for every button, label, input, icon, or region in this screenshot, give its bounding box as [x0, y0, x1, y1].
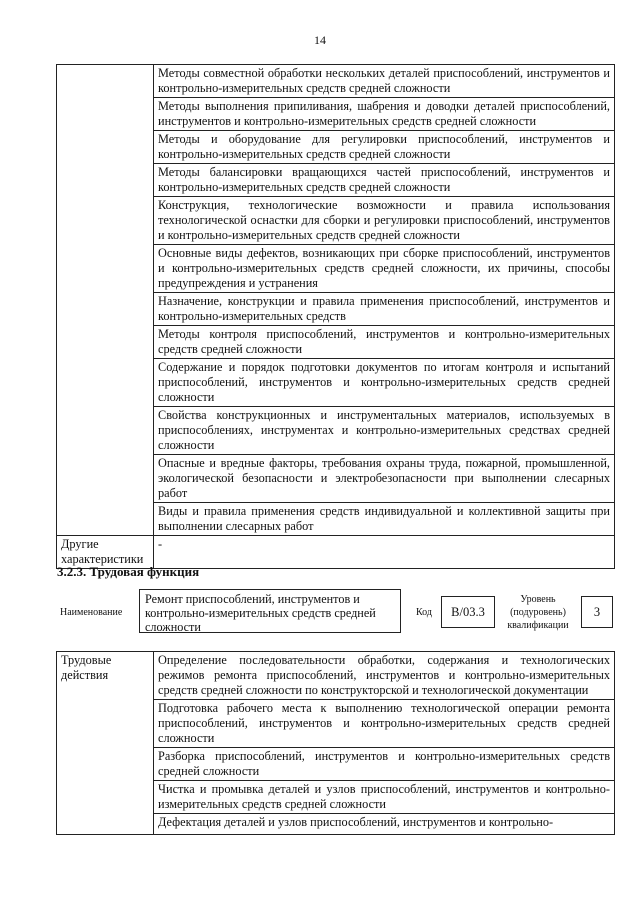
function-code-label: Код: [416, 607, 432, 618]
knowledge-item: Свойства конструкционных и инструментальных материалов, используемых в приспособлениях, инструментах и контрольно-измерительных средствах средней сложности: [154, 407, 615, 455]
function-code-value: B/03.3: [441, 596, 495, 628]
knowledge-item: Методы совместной обработки нескольких деталей приспособлений, инструментов и контрольно-измерительных средств средней сложности: [154, 65, 615, 98]
labor-action-item: Разборка приспособлений, инструментов и контрольно-измерительных средств средней сложности: [154, 748, 615, 781]
other-characteristics-value: -: [154, 536, 615, 569]
knowledge-item: Методы и оборудование для регулировки приспособлений, инструментов и контрольно-измерительных средств средней сложности: [154, 131, 615, 164]
section-heading: 3.2.3. Трудовая функция: [57, 564, 200, 579]
label-cell-empty: [57, 65, 154, 536]
knowledge-item: Основные виды дефектов, возникающих при сборке приспособлений, инструментов и контрольно-измерительных средств средней сложности, их причины, способы предупреждения и устранения: [154, 245, 615, 293]
table-row: [57, 65, 615, 98]
labor-actions-label: Трудовые действия: [57, 652, 154, 835]
knowledge-item: Опасные и вредные факторы, требования охраны труда, пожарной, промышленной, экологической безопасности и электробезопасности при выполнении слесарных работ: [154, 455, 615, 503]
labor-action-item: Определение последовательности обработки, содержания и технологических режимов ремонта приспособлений, инструментов и контрольно-измерительных средств средней сложности по конструкторской и технологической документации: [154, 652, 615, 700]
knowledge-item: Методы балансировки вращающихся частей приспособлений, инструментов и контрольно-измерительных средств средней сложности: [154, 164, 615, 197]
knowledge-item: Виды и правила применения средств индивидуальной и коллективной защиты при выполнении слесарных работ: [154, 503, 615, 536]
knowledge-item: Содержание и порядок подготовки документов по итогам контроля и испытаний приспособлений, инструментов и контрольно-измерительных средств средней сложности: [154, 359, 615, 407]
knowledge-item: Назначение, конструкции и правила применения приспособлений, инструментов и контрольно-измерительных средств: [154, 293, 615, 326]
knowledge-item: Конструкция, технологические возможности и правила использования технологической оснастки для сборки и регулировки приспособлений, инструментов и контрольно-измерительных средств средней сложности: [154, 197, 615, 245]
function-name-label: Наименование: [60, 607, 123, 618]
labor-action-item: Чистка и промывка деталей и узлов приспособлений, инструментов и контрольно-измерительных средств средней сложности: [154, 781, 615, 814]
function-name-value: Ремонт приспособлений, инструментов и контрольно-измерительных средств средней сложности: [139, 589, 401, 633]
knowledge-item: Методы контроля приспособлений, инструментов и контрольно-измерительных средств средней сложности: [154, 326, 615, 359]
other-characteristics-label: Другие характеристики: [57, 536, 154, 569]
knowledge-item: Методы выполнения припиливания, шабрения и доводки деталей приспособлений, инструментов и контрольно-измерительных средств средней сложности: [154, 98, 615, 131]
page-number: 14: [314, 33, 326, 47]
labor-action-item: Дефектация деталей и узлов приспособлений, инструментов и контрольно-: [154, 814, 615, 835]
qualification-level-value: 3: [581, 596, 613, 628]
qualification-level-label: Уровень (подуровень) квалификации: [507, 594, 569, 631]
table-row: [57, 652, 615, 700]
knowledge-table: [56, 64, 615, 569]
labor-action-item: Подготовка рабочего места к выполнению технологической операции ремонта приспособлений, инструментов и контрольно-измерительных средств средней сложности: [154, 700, 615, 748]
labor-actions-table: [56, 651, 615, 835]
